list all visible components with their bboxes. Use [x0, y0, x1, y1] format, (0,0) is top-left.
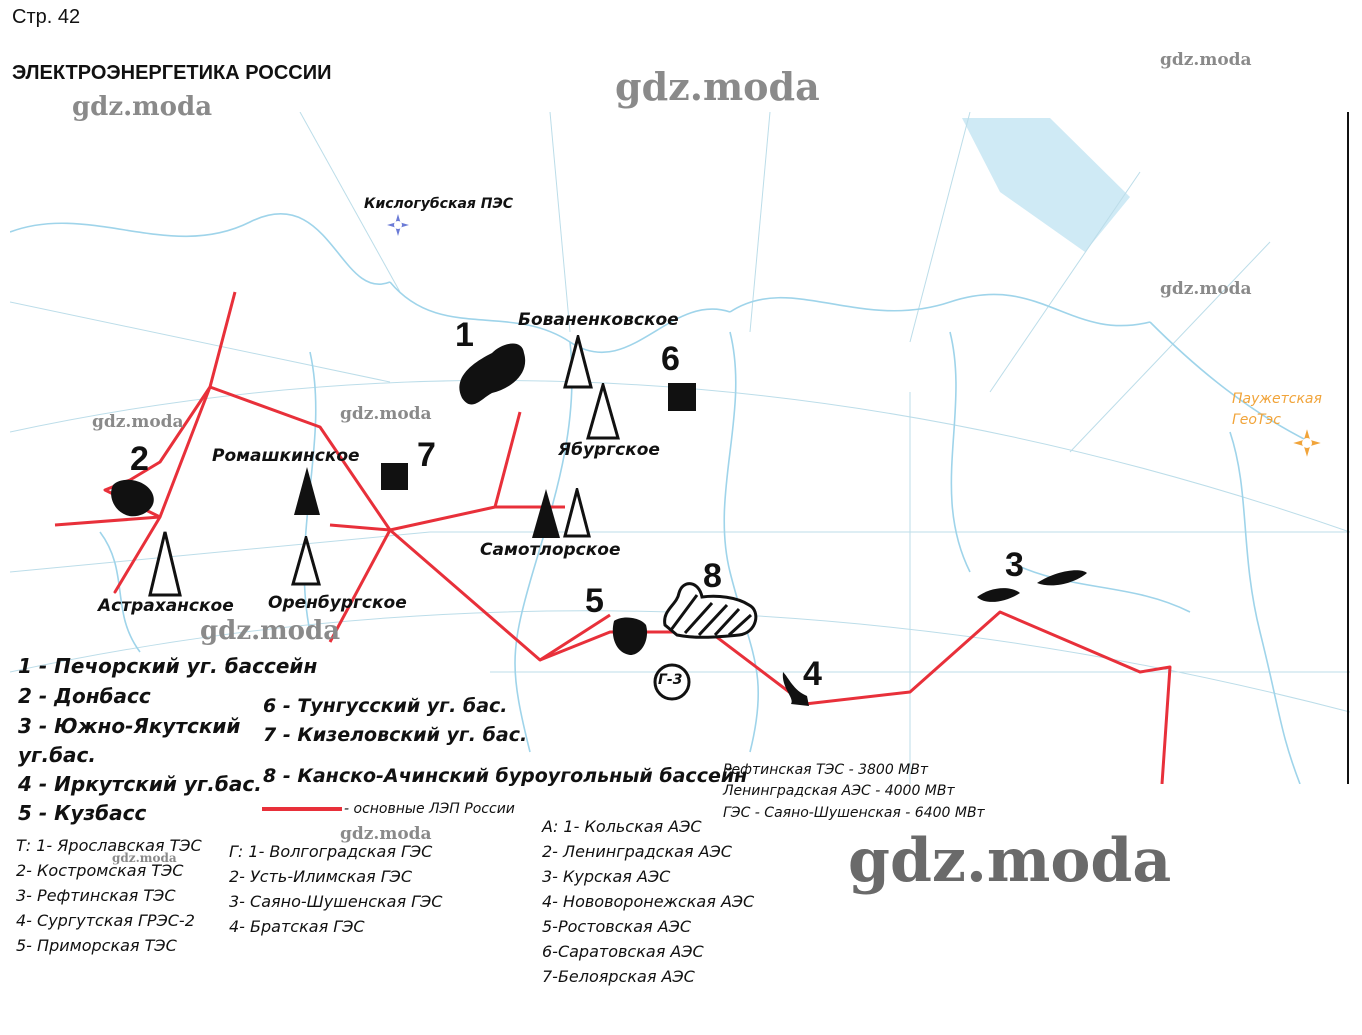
basin-number-7: 7: [417, 436, 436, 474]
samotlorskoe-label: Самотлорское: [480, 540, 621, 560]
ges-list-item: 4- Братская ГЭС: [229, 917, 365, 936]
watermark: gdz.moda: [340, 404, 432, 424]
donbass-blob-icon: [108, 475, 158, 520]
legend-basin-item: 7 - Кизеловский уг. бас.: [263, 724, 528, 746]
legend-basin-item: 6 - Тунгусский уг. бас.: [263, 695, 508, 717]
aes-list-item: 7-Белоярская АЭС: [542, 967, 695, 986]
legend-basin-item: 5 - Кузбасс: [18, 801, 147, 825]
orenburgskoe-label: Оренбургское: [268, 593, 407, 613]
stat-line: Рефтинская ТЭС - 3800 МВт: [723, 762, 929, 778]
ges-list-item: 2- Усть-Илимская ГЭС: [229, 867, 413, 886]
aes-list-item: 5-Ростовская АЭС: [542, 917, 691, 936]
aes-list-item: А: 1- Кольская АЭС: [542, 817, 702, 836]
tes-list-item: 3- Рефтинская ТЭС: [16, 886, 176, 905]
watermark: gdz.moda: [340, 824, 432, 844]
tes-list-item: 2- Костромская ТЭС: [16, 861, 184, 880]
tunguska-basin-square-icon: [668, 383, 696, 411]
legend-basin-item: 1 - Печорский уг. бассейн: [18, 654, 318, 678]
geotes-label: ГеоТэс: [1232, 412, 1281, 428]
legend-basin-item: 4 - Иркутский уг.бас.: [18, 772, 262, 796]
basin-number-2: 2: [130, 440, 149, 478]
gas-deposit-triangle-icon: [585, 383, 621, 441]
lep-legend-line-icon: [262, 804, 344, 814]
page-title: ЭЛЕКТРОЭНЕРГЕТИКА РОССИИ: [12, 62, 332, 84]
gas-deposit-triangle-icon: [147, 530, 183, 598]
tes-list-item: 5- Приморская ТЭС: [16, 936, 177, 955]
lep-legend-label: - основные ЛЭП России: [344, 801, 515, 817]
south-yakutsk-basin-icon: [975, 565, 1095, 610]
gas-deposit-triangle-icon: [563, 335, 593, 390]
g3-label: Г-3: [658, 672, 683, 688]
bovanenkovskoe-label: Бованенковское: [518, 310, 679, 330]
romashkinskoe-label: Ромашкинское: [212, 446, 360, 466]
oil-deposit-triangle-icon: [292, 465, 322, 517]
tes-list-item: Т: 1- Ярославская ТЭС: [16, 836, 202, 855]
oil-deposit-triangle-icon: [530, 487, 562, 540]
aes-list-item: 4- Нововоронежская АЭС: [542, 892, 755, 911]
power-lines: [55, 292, 1170, 784]
ges-list-item: Г: 1- Волгоградская ГЭС: [229, 842, 433, 861]
astrakhanskoe-label: Астраханское: [98, 596, 234, 616]
aes-list-item: 3- Курская АЭС: [542, 867, 671, 886]
stat-line: ГЭС - Саяно-Шушенская - 6400 МВт: [723, 805, 985, 821]
watermark: gdz.moda: [1160, 50, 1252, 70]
pauzhetskaya-geotes-star-icon: [1292, 428, 1322, 458]
basin-number-5: 5: [585, 582, 604, 620]
legend-basin-item: 8 - Канско-Ачинский буроугольный бассейн: [263, 765, 748, 787]
watermark: gdz.moda: [1160, 279, 1252, 299]
kizel-basin-square-icon: [381, 463, 408, 490]
aes-list-item: 2- Ленинградская АЭС: [542, 842, 732, 861]
basin-number-3: 3: [1005, 546, 1024, 584]
basin-number-1: 1: [455, 316, 474, 354]
legend-basin-item: уг.бас.: [18, 743, 96, 767]
arctic-sea-area: [962, 118, 1130, 252]
ges-list-item: 3- Саяно-Шушенская ГЭС: [229, 892, 443, 911]
aes-list-item: 6-Саратовская АЭС: [542, 942, 704, 961]
stat-line: Ленинградская АЭС - 4000 МВт: [723, 783, 955, 799]
legend-basin-item: 3 - Южно-Якутский: [18, 714, 241, 738]
page-label: Стр. 42: [12, 6, 81, 28]
kuzbass-blob-icon: [610, 615, 650, 657]
watermark: gdz.moda: [848, 826, 1172, 896]
basin-number-8: 8: [703, 557, 722, 595]
gas-deposit-triangle-icon: [563, 488, 591, 538]
watermark: gdz.moda: [615, 64, 820, 109]
basin-number-4: 4: [803, 655, 822, 693]
basin-number-6: 6: [661, 340, 680, 378]
legend-basin-item: 2 - Донбасс: [18, 684, 151, 708]
tes-list-item: 4- Сургутская ГРЭС-2: [16, 911, 195, 930]
watermark: gdz.moda: [200, 616, 341, 646]
gas-deposit-triangle-icon: [291, 536, 321, 586]
watermark: gdz.moda: [72, 92, 213, 122]
yaburgskoe-label: Ябургское: [558, 440, 660, 460]
kislogubskaya-label: Кислогубская ПЭС: [364, 196, 514, 212]
kislogubskaya-pes-star-icon: [386, 213, 410, 237]
pauzhetskaya-label: Паужетская: [1232, 391, 1322, 407]
watermark: gdz.moda: [92, 412, 184, 432]
watermark: gdz.moda: [112, 851, 177, 865]
